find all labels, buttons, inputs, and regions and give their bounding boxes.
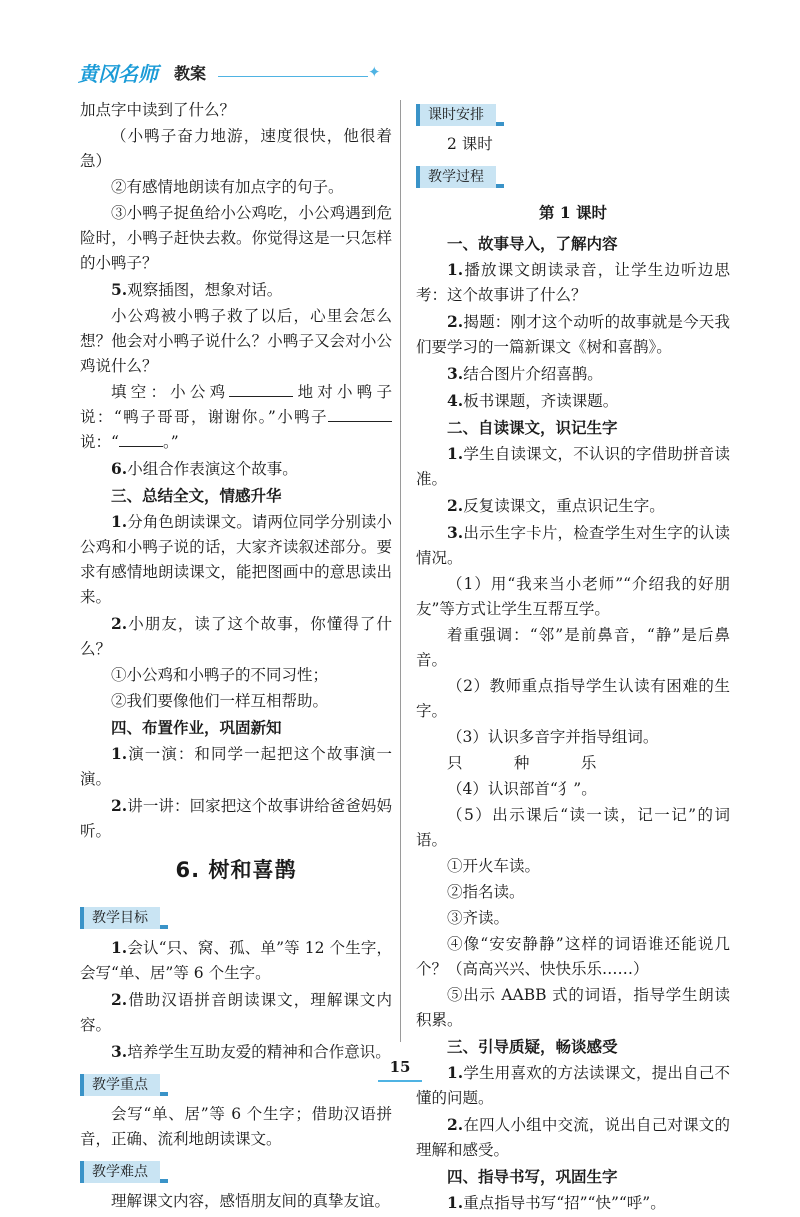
section-heading: 三、总结全文，情感升华 xyxy=(111,486,282,505)
paragraph: ⑤出示 AABB 式的词语，指导学生朗读积累。 xyxy=(416,986,730,1029)
chapter-title: 6. 树和喜鹊 xyxy=(175,858,297,882)
paragraph: ②有感情地朗读有加点字的句子。 xyxy=(111,178,344,196)
lesson-title: 第 1 课时 xyxy=(538,203,608,222)
paragraph: ③齐读。 xyxy=(447,909,510,927)
list-item: 2.小朋友，读了这个故事，你懂得了什么？ xyxy=(80,614,392,658)
fill-in-exercise: 填空：小公鸡 地对小鸭子说：“鸭子哥哥，谢谢你。”小鸭子说：“ 。” xyxy=(80,383,392,451)
page-number: 15 xyxy=(389,1058,411,1076)
paragraph: ①开火车读。 xyxy=(447,857,541,875)
column-divider xyxy=(400,100,401,1042)
paragraph: ③小鸭子捉鱼给小公鸡吃，小公鸡遇到危险时，小鸭子赶快去救。你觉得这是一只怎样的小鸭子？ xyxy=(80,204,392,272)
blank-line xyxy=(229,382,293,397)
list-item: 2.揭题：刚才这个动听的故事就是今天我们要学习的一篇新课文《树和喜鹊》。 xyxy=(416,312,730,356)
brand-logo: 黄冈名师 xyxy=(78,62,158,86)
list-item: 6.小组合作表演这个故事。 xyxy=(111,459,298,478)
section-heading: 四、指导书写，巩固生字 xyxy=(447,1167,618,1186)
paragraph: ①小公鸡和小鸭子的不同习性； xyxy=(111,666,329,684)
paragraph: （2）教师重点指导学生认读有困难的生字。 xyxy=(416,677,730,720)
section-heading: 三、引导质疑，畅谈感受 xyxy=(447,1037,618,1056)
list-item: 1.会认“只、窝、孤、单”等 12 个生字，会写“单、居”等 6 个生字。 xyxy=(80,938,392,982)
list-item: 1.分角色朗读课文。请两位同学分别读小公鸡和小鸭子说的话，大家齐读叙述部分。要求有感情地朗读课文，能把图画中的意思读出来。 xyxy=(80,512,392,606)
section-tag-difficulties: 教学难点 xyxy=(80,1161,160,1183)
paragraph: （1）用“我来当小老师”“介绍我的好朋友”等方式让学生互帮互学。 xyxy=(416,575,730,618)
header-rule xyxy=(218,76,368,77)
list-item: 3.出示生字卡片，检查学生对生字的认读情况。 xyxy=(416,523,730,567)
list-item: 5.观察插图，想象对话。 xyxy=(111,280,283,299)
paragraph: 理解课文内容，感悟朋友间的真挚友谊。 xyxy=(111,1192,391,1210)
brand-subtitle: 教案 xyxy=(174,64,207,83)
list-item: 2.反复读课文，重点识记生字。 xyxy=(447,496,665,515)
section-tag-process: 教学过程 xyxy=(416,166,496,188)
polyphone-chars: 只 种 乐 xyxy=(447,754,620,772)
paragraph: 2 课时 xyxy=(447,135,493,153)
paragraph: 加点字中读到了什么？ xyxy=(80,101,236,119)
paragraph: 小公鸡被小鸭子救了以后，心里会怎么想？他会对小鸭子说什么？小鸭子又会对小公鸡说什么？ xyxy=(80,307,392,375)
section-tag-schedule: 课时安排 xyxy=(416,104,496,126)
paragraph: （4）认识部首“⺨”。 xyxy=(447,780,597,798)
paragraph: 着重强调：“邻”是前鼻音，“静”是后鼻音。 xyxy=(416,626,730,669)
list-item: 2.借助汉语拼音朗读课文，理解课文内容。 xyxy=(80,990,392,1034)
paragraph: ②指名读。 xyxy=(447,883,525,901)
paragraph: ②我们要像他们一样互相帮助。 xyxy=(111,692,329,710)
blank-line xyxy=(119,432,163,447)
list-item: 1.学生自读课文，不认识的字借助拼音读准。 xyxy=(416,444,730,488)
paragraph: ④像“安安静静”这样的词语谁还能说几个？（高高兴兴、快快乐乐……） xyxy=(416,935,730,978)
list-item: 2.在四人小组中交流，说出自己对课文的理解和感受。 xyxy=(416,1115,730,1159)
right-column xyxy=(416,98,730,1217)
paragraph: （小鸭子奋力地游，速度很快，他很着急） xyxy=(80,127,392,170)
list-item: 1.重点指导书写“招”“快”“呼”。 xyxy=(447,1193,666,1212)
section-heading: 二、自读课文，识记生字 xyxy=(447,418,618,437)
left-column xyxy=(80,98,392,1215)
section-tag-key-points: 教学重点 xyxy=(80,1074,160,1096)
paragraph: 会写“单、居”等 6 个生字；借助汉语拼音，正确、流利地朗读课文。 xyxy=(80,1105,392,1148)
blank-line xyxy=(328,407,392,422)
section-heading: 一、故事导入，了解内容 xyxy=(447,234,618,253)
list-item: 4.板书课题，齐读课题。 xyxy=(447,391,619,410)
list-item: 1.播放课文朗读录音，让学生边听边思考：这个故事讲了什么？ xyxy=(416,260,730,304)
paragraph: （3）认识多音字并指导组词。 xyxy=(447,728,659,746)
section-tag-goals: 教学目标 xyxy=(80,907,160,929)
list-item: 3.结合图片介绍喜鹊。 xyxy=(447,364,603,383)
section-heading: 四、布置作业，巩固新知 xyxy=(111,718,282,737)
list-item: 1.学生用喜欢的方法读课文，提出自己不懂的问题。 xyxy=(416,1063,730,1107)
list-item: 2.讲一讲：回家把这个故事讲给爸爸妈妈听。 xyxy=(80,796,392,840)
page-number-underline xyxy=(378,1080,422,1082)
list-item: 3.培养学生互助友爱的精神和合作意识。 xyxy=(111,1042,391,1061)
list-item: 1.演一演：和同学一起把这个故事演一演。 xyxy=(80,744,392,788)
star-icon: ✦ xyxy=(368,63,381,81)
paragraph: （5）出示课后“读一读，记一记”的词语。 xyxy=(416,806,730,849)
